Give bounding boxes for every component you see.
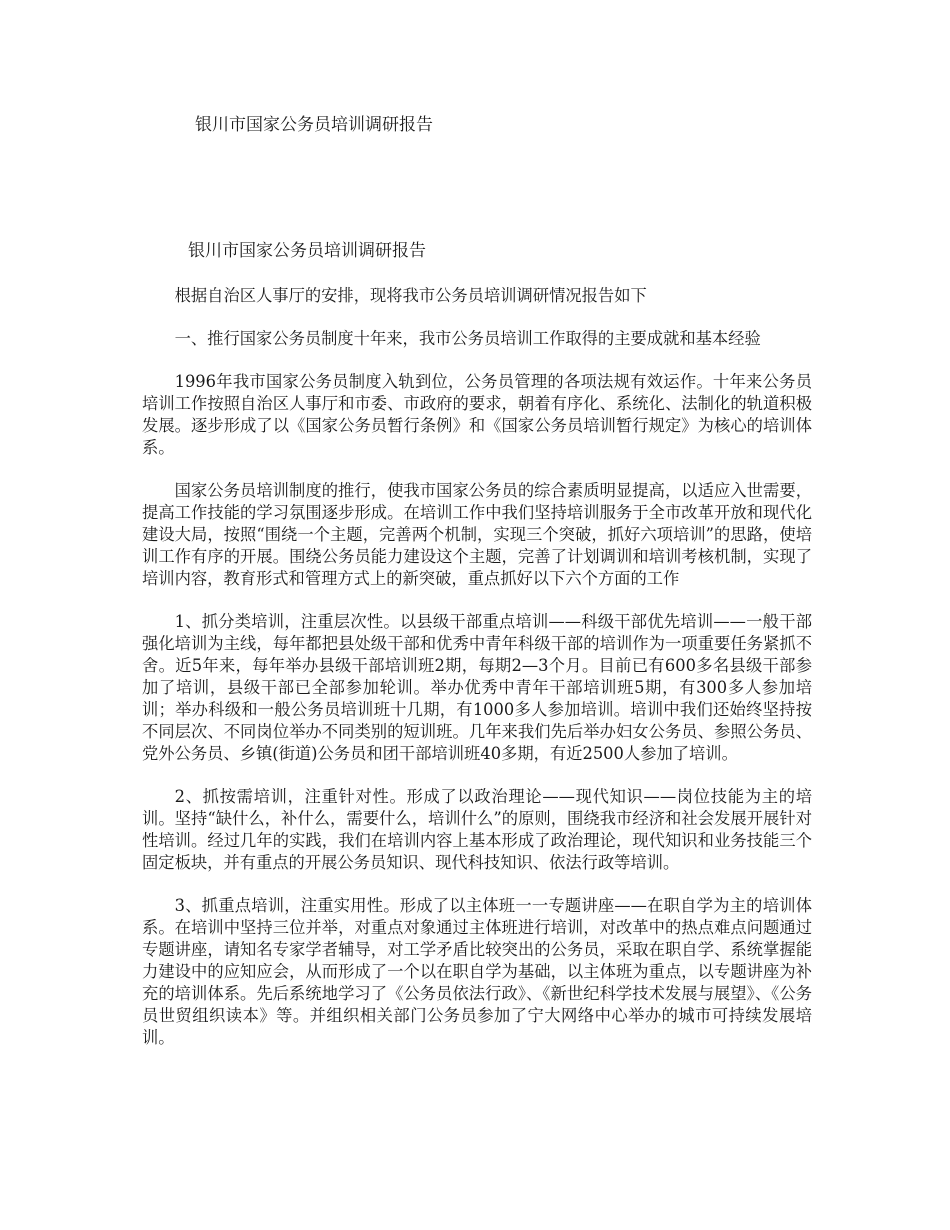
document-body [142, 285, 812, 1070]
intro-paragraph: 根据自治区人事厅的安排，现将我市公务员培训调研情况报告如下 [174, 286, 647, 305]
paragraph-item-1: 1、抓分类培训，注重层次性。以县级干部重点培训——科级干部优先培训——一般干部强化培训为主线，每年都把县处级干部和优秀中青年科级干部的培训作为一项重要任务紧抓不舍。近5年来，每年举办县级干部培训班2期，每期2—3个月。目前已有600多名县级干部参加了培训，县级干部已全部参加轮训。举办优秀中青年干部培训班5期，有300多人参加培训；举办科级和一般公务员培训班十几期，有1000多人参加培训。培训中我们还始终坚持按不同层次、不同岗位举办不同类别的短训班。几年来我们先后举办妇女公务员、参照公务员、党外公务员、乡镇(街道)公务员和团干部培训班40多期，有近2500人参加了培训。 [142, 612, 812, 763]
paragraph-overview: 国家公务员培训制度的推行，使我市国家公务员的综合素质明显提高，以适应入世需要，提高工作技能的学习氛围逐步形成。在培训工作中我们坚持培训服务于全市改革开放和现代化建设大局，按照“围绕一个主题，完善两个机制，实现三个突破，抓好六项培训”的思路，使培训工作有序的开展。围绕公务员能力建设这个主题，完善了计划调训和培训考核机制，实现了培训内容，教育形式和管理方式上的新突破，重点抓好以下六个方面的工作 [142, 481, 812, 588]
document-subtitle: 银川市国家公务员培训调研报告 [188, 241, 426, 261]
paragraph-background: 1996年我市国家公务员制度入轨到位，公务员管理的各项法规有效运作。十年来公务员培训工作按照自治区人事厅和市委、市政府的要求，朝着有序化、系统化、法制化的轨道积极发展。逐步形成了以《国家公务员暂行条例》和《国家公务员培训暂行规定》为核心的培训体系。 [142, 372, 812, 457]
paragraph-item-3: 3、抓重点培训，注重实用性。形成了以主体班一一专题讲座——在职自学为主的培训体系。在培训中坚持三位并举，对重点对象通过主体班进行培训，对改革中的热点难点问题通过专题讲座，请知名专家学者辅导，对工学矛盾比较突出的公务员，采取在职自学、系统掌握能力建设中的应知应会，从而形成了一个以在职自学为基础，以主体班为重点，以专题讲座为补充的培训体系。先后系统地学习了《公务员依法行政》、《新世纪科学技术发展与展望》、《公务员世贸组织读本》等。并组织相关部门公务员参加了宁大网络中心举办的城市可持续发展培训。 [142, 896, 812, 1047]
document-title: 银川市国家公务员培训调研报告 [195, 115, 433, 135]
section-heading-1: 一、推行国家公务员制度十年来，我市公务员培训工作取得的主要成就和基本经验 [174, 329, 761, 348]
paragraph-item-2: 2、抓按需培训，注重针对性。形成了以政治理论——现代知识——岗位技能为主的培训。坚持“缺什么，补什么，需要什么，培训什么”的原则，围绕我市经济和社会发展开展针对性培训。经过几年的实践，我们在培训内容上基本形成了政治理论，现代知识和业务技能三个固定板块，并有重点的开展公务员知识、现代科技知识、依法行政等培训。 [142, 787, 812, 872]
